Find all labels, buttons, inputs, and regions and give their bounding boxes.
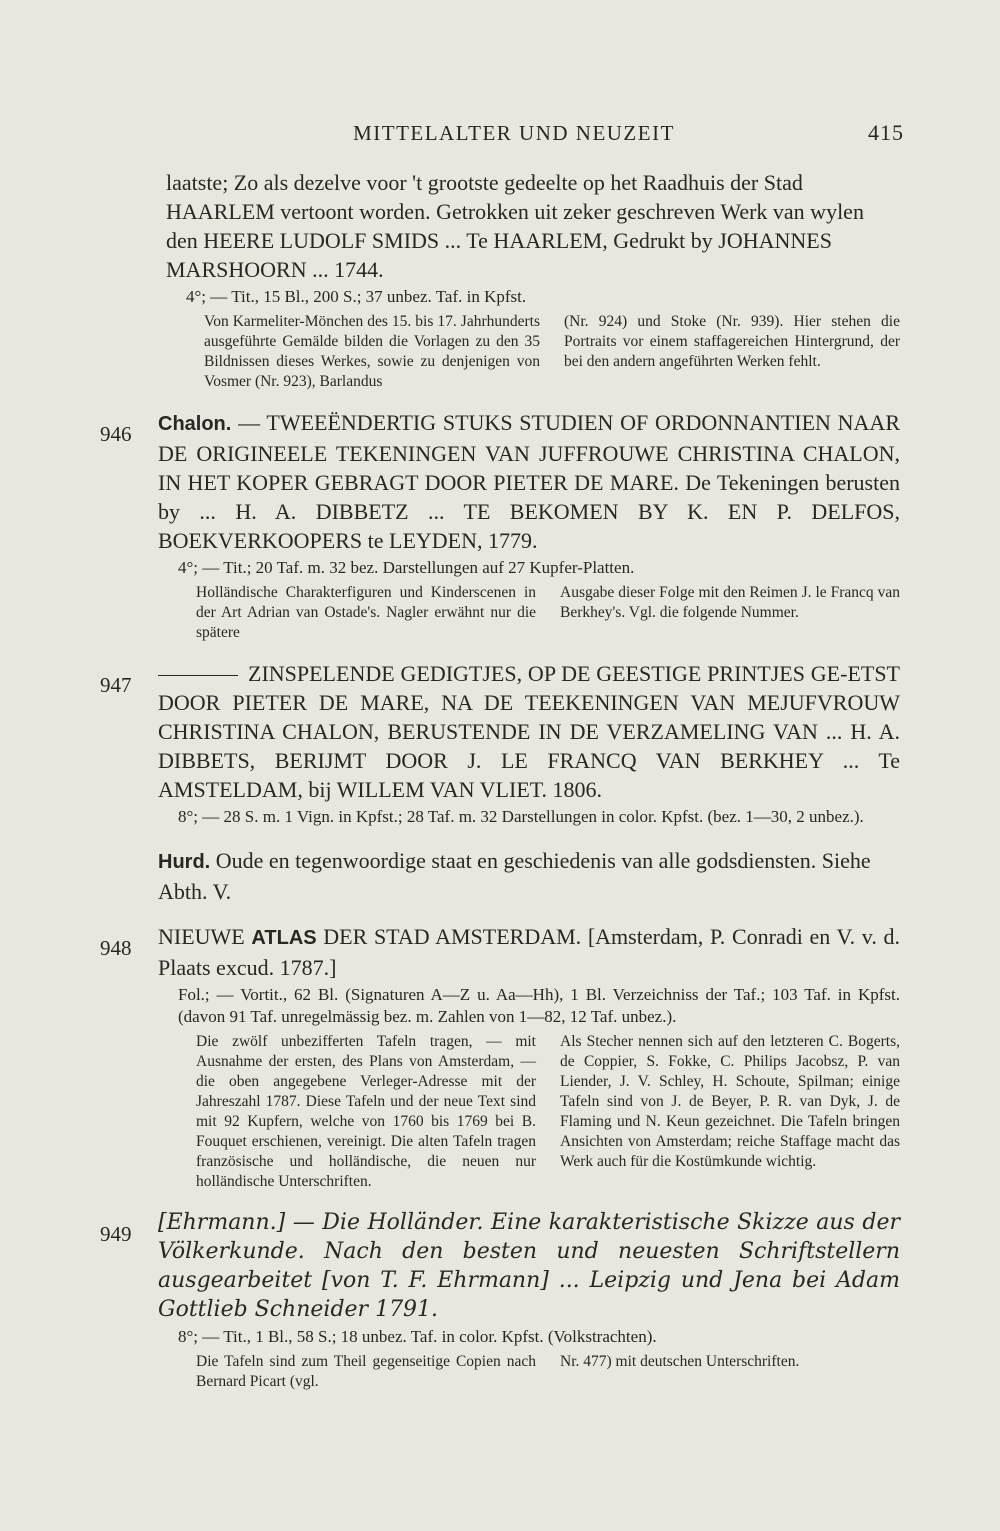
- catalog-entry-949: [100, 1208, 900, 1392]
- entry-number: 947: [100, 673, 132, 697]
- entry-number: 948: [100, 936, 132, 960]
- entry-notes: [196, 583, 900, 643]
- entry-title: [158, 408, 900, 555]
- entry-number: 946: [100, 422, 132, 446]
- entry-text: DER STAD AMSTERDAM. [Amsterdam, P. Conradi en V. v. d. Plaats excud. 1787.]: [158, 924, 900, 980]
- running-header: [160, 120, 904, 146]
- entry-author: Hurd.: [158, 851, 211, 873]
- entry-title: [158, 659, 900, 804]
- note-left: Von Karmeliter-Mönchen des 15. bis 17. Jahrhunderts ausgeführte Gemälde bilden die Vorlagen zu den 35 Bildnissen dieses Werkes, sowie zu denjenigen von Vosmer (Nr. 923), Barlandus: [204, 313, 540, 390]
- entry-meta: Fol.; — Vortit., 62 Bl. (Signaturen A—Z u. Aa—Hh), 1 Bl. Verzeichniss der Taf.; 103 Taf. in Kpfst. (davon 91 Taf. unregelmässig bez. m. Zahlen von 1—82, 12 Taf. unbez.).: [178, 985, 900, 1026]
- entry-meta: 8°; — 28 S. m. 1 Vign. in Kpfst.; 28 Taf. m. 32 Darstellungen in color. Kpfst. (bez. 1—30, 2 unbez.).: [178, 807, 864, 826]
- note-left: Die zwölf unbezifferten Tafeln tragen, — mit Ausnahme der ersten, des Plans von Amsterdam, — die oben angegebene Verleger-Adresse mit der Jahreszahl 1787. Diese Tafeln und der neue Text sind mit 92 Kupfern, welche von 1760 bis 1769 bei B. Fouquet erschienen, vereinigt. Die alten Tafeln tragen französische und holländische, die neuen nur holländische Unterschriften.: [196, 1033, 536, 1190]
- entry-number: 949: [100, 1222, 132, 1246]
- entry-bold-word: ATLAS: [251, 927, 317, 949]
- page-content: [100, 168, 900, 1392]
- note-right: Nr. 477) mit deutschen Unterschriften.: [560, 1353, 800, 1370]
- catalog-entry-946: [100, 408, 900, 643]
- continuation-meta: 4°; — Tit., 15 Bl., 200 S.; 37 unbez. Taf. in Kpfst.: [186, 287, 527, 306]
- entry-prefix: NIEUWE: [158, 924, 245, 949]
- cross-reference-hurd: [158, 846, 900, 906]
- entry-notes: [196, 1032, 900, 1192]
- note-left: Die Tafeln sind zum Theil gegenseitige Copien nach Bernard Picart (vgl.: [196, 1353, 536, 1390]
- entry-author: Chalon.: [158, 413, 232, 435]
- entry-text: ZINSPELENDE GEDIGTJES, OP DE GEESTIGE PRINTJES GE-ETST DOOR PIETER DE MARE, NA DE TEEKENINGEN VAN MEJUFVROUW CHRISTINA CHALON, BERUSTENDE IN DE VERZAMELING VAN ... H. A. DIBBETS, BERIJMT DOOR J. LE FRANCQ VAN BERKHEY ... Te AMSTELDAM, bij WILLEM VAN VLIET. 1806.: [158, 661, 900, 802]
- entry-title: [158, 922, 900, 982]
- note-right: Als Stecher nennen sich auf den letzteren C. Bogerts, de Coppier, S. Fokke, C. Philips Jacobsz, P. van Liender, J. V. Schley, H. Schoute, Spilman; einige Tafeln sind von J. de Beyer, P. R. van Dyk, J. de Flaming und N. Keun gezeichnet. Die Tafeln bringen Ansichten von Amsterdam; reiche Staffage macht das Werk auch für die Kostümkunde wichtig.: [560, 1033, 900, 1170]
- page-number: 415: [868, 120, 904, 145]
- continuation-block: [100, 168, 900, 392]
- running-title: MITTELALTER UND NEUZEIT: [353, 121, 675, 145]
- entry-text: Oude en tegenwoordige staat en geschiedenis van alle godsdiensten. Siehe Abth. V.: [158, 848, 871, 904]
- continuation-text: laatste; Zo als dezelve voor 't grootste gedeelte op het Raadhuis der Stad HAARLEM vertoont worden. Getrokken uit zeker geschreven Werk van wylen den HEERE LUDOLF SMIDS ... Te HAARLEM, Gedrukt by JOHANNES MARSHOORN ... 1744.: [166, 170, 864, 282]
- catalog-entry-947: [100, 659, 900, 828]
- note-left: Holländische Charakterfiguren und Kinderscenen in der Art Adrian van Ostade's. Nagler erwähnt nur die spätere: [196, 584, 536, 641]
- entry-notes: [196, 1352, 900, 1392]
- continuation-notes: [204, 312, 900, 392]
- note-right: (Nr. 924) und Stoke (Nr. 939). Hier stehen die Portraits vor einem staffagereichen Hintergrund, der bei den andern angeführten Werken fehlt.: [564, 313, 900, 370]
- entry-text: [Ehrmann.] — Die Holländer. Eine karakteristische Skizze aus der Völkerkunde. Nach den besten und neuesten Schriftstellern ausgearbeitet [von T. F. Ehrmann] ... Leipzig und Jena bei Adam Gottlieb Schneider 1791.: [158, 1210, 900, 1322]
- note-right: Ausgabe dieser Folge mit den Reimen J. le Francq van Berkhey's. Vgl. die folgende Nummer.: [560, 584, 900, 621]
- entry-text: — TWEEËNDERTIG STUKS STUDIEN OF ORDONNANTIEN NAAR DE ORIGINEELE TEKENINGEN VAN JUFFROUWE CHRISTINA CHALON, IN HET KOPER GEBRAGT DOOR PIETER DE MARE. De Tekeningen berusten by ... H. A. DIBBETZ ... TE BEKOMEN BY K. EN P. DELFOS, BOEKVERKOOPERS te LEYDEN, 1779.: [158, 410, 900, 553]
- entry-meta: 4°; — Tit.; 20 Taf. m. 32 bez. Darstellungen auf 27 Kupfer-Platten.: [178, 558, 635, 577]
- catalog-entry-948: [100, 922, 900, 1192]
- entry-meta: 8°; — Tit., 1 Bl., 58 S.; 18 unbez. Taf. in color. Kpfst. (Volkstrachten).: [178, 1327, 657, 1346]
- ditto-dash: [158, 675, 238, 676]
